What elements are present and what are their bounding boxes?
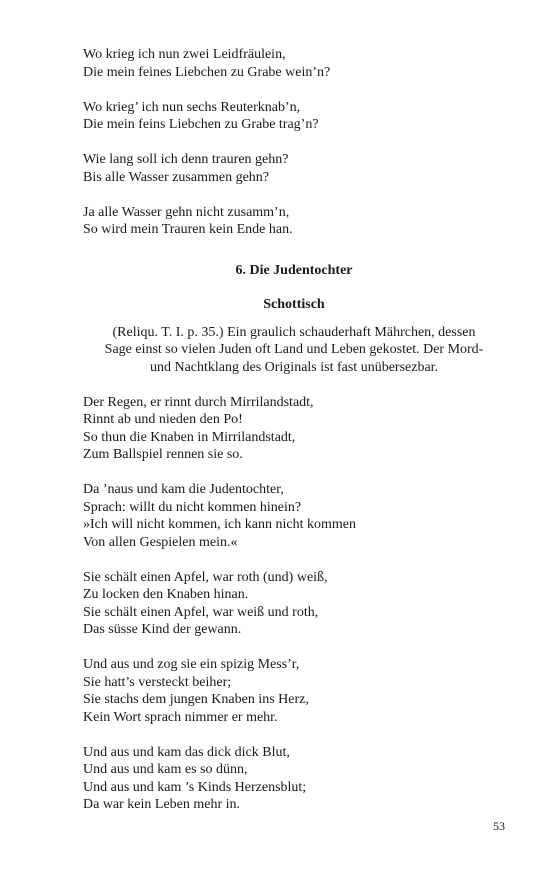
verse-line: Sie schält einen Apfel, war roth (und) weiß, bbox=[83, 569, 328, 585]
verse-line: So thun die Knaben in Mirrilandstadt, bbox=[83, 429, 296, 445]
verse-line: Die mein feines Liebchen zu Grabe wein’n? bbox=[83, 64, 331, 80]
stanza bbox=[83, 744, 505, 814]
stanza bbox=[83, 151, 505, 186]
verse-line: So wird mein Trauren kein Ende han. bbox=[83, 222, 293, 237]
verse-line: Von allen Gespielen mein.« bbox=[83, 534, 238, 550]
stanza bbox=[83, 569, 505, 639]
verse-line: Das süsse Kind der gewann. bbox=[83, 622, 242, 637]
page-body bbox=[83, 46, 505, 831]
verse-line: Der Regen, er rinnt durch Mirrilandstadt, bbox=[83, 394, 314, 410]
section-intro bbox=[83, 324, 505, 377]
verse-line: Die mein feins Liebchen zu Grabe trag’n? bbox=[83, 117, 319, 132]
stanza bbox=[83, 99, 505, 134]
verse-line: Sie schält einen Apfel, war weiß und roth, bbox=[83, 604, 319, 620]
verse-line: Zum Ballspiel rennen sie so. bbox=[83, 447, 243, 462]
verse-line: Kein Wort sprach nimmer er mehr. bbox=[83, 709, 278, 725]
verse-line: Sie stachs dem jungen Knaben ins Herz, bbox=[83, 692, 309, 707]
stanza bbox=[83, 46, 505, 81]
verse-line: Ja alle Wasser gehn nicht zusamm’n, bbox=[83, 204, 290, 220]
section-title: 6. Die Judentochter bbox=[235, 262, 353, 278]
verse-line: Da ’naus und kam die Judentochter, bbox=[83, 482, 284, 497]
stanza bbox=[83, 394, 505, 464]
verse-line: Bis alle Wasser zusammen gehn? bbox=[83, 169, 270, 185]
stanza bbox=[83, 656, 505, 726]
page-number: 53 bbox=[493, 819, 505, 833]
section-subtitle: Schottisch bbox=[263, 297, 325, 312]
verse-line: Und aus und kam ’s Kinds Herzensblut; bbox=[83, 779, 307, 795]
verse-line: Sie hatt’s versteckt beiher; bbox=[83, 674, 232, 690]
stanza bbox=[83, 481, 505, 551]
verse-line: Und aus und kam es so dünn, bbox=[83, 762, 248, 777]
verse-line: Rinnt ab und nieden den Po! bbox=[83, 412, 243, 427]
verse-line: Zu locken den Knaben hinan. bbox=[83, 587, 249, 602]
intro-line: und Nachtklang des Originals ist fast unübersezbar. bbox=[149, 359, 439, 375]
verse-line: Wo krieg’ ich nun sechs Reuterknab’n, bbox=[83, 99, 301, 115]
verse-line: Da war kein Leben mehr in. bbox=[83, 797, 241, 812]
stanza bbox=[83, 204, 505, 239]
intro-line: Sage einst so vielen Juden oft Land und Leben gekostet. Der Mord- bbox=[104, 342, 484, 357]
intro-line: (Reliqu. T. I. p. 35.) Ein graulich schauderhaft Mährchen, dessen bbox=[112, 324, 476, 340]
verse-line: Wie lang soll ich denn trauren gehn? bbox=[83, 152, 289, 167]
verse-line: »Ich will nicht kommen, ich kann nicht kommen bbox=[83, 517, 356, 532]
verse-line: Sprach: willt du nicht kommen hinein? bbox=[83, 499, 302, 515]
verse-line: Wo krieg ich nun zwei Leidfräulein, bbox=[83, 47, 286, 62]
verse-line: Und aus und kam das dick dick Blut, bbox=[83, 744, 290, 760]
verse-line: Und aus und zog sie ein spizig Mess’r, bbox=[83, 657, 300, 672]
